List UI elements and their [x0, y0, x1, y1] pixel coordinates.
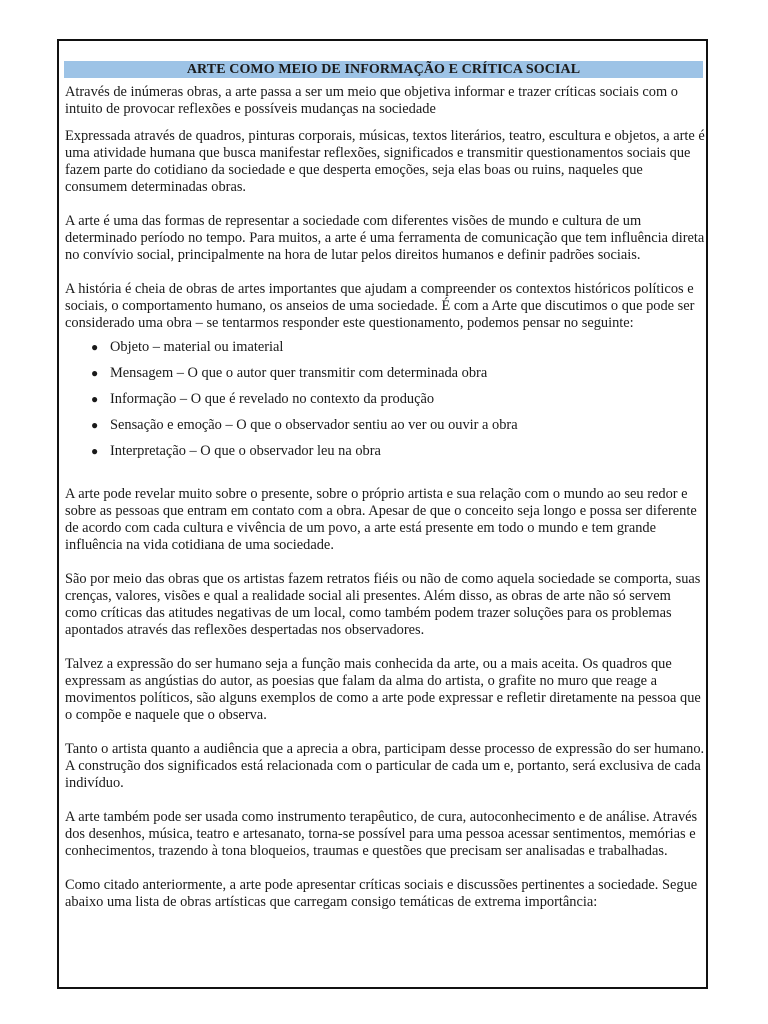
paragraph-therapy: A arte também pode ser usada como instrumento terapêutico, de cura, autoconhecimento e de análise. Através dos desenhos, música, teatro e artesanato, torna-se possível para uma pessoa acessar sentimentos, memórias e conhecimentos, trazendo à tona bloqueios, traumas e questões que precisam ser analisadas e trabalhadas. [65, 809, 698, 859]
bullet-icon: ● [91, 392, 99, 406]
intro-paragraph: Através de inúmeras obras, a arte passa a ser um meio que objetiva informar e trazer críticas sociais com o intuito de provocar reflexões e possíveis mudanças na sociedade [65, 84, 678, 117]
paragraph-present: A arte pode revelar muito sobre o presente, sobre o próprio artista e sua relação com o mundo ao seu redor e sobre as pessoas que entram em contato com a obra. Apesar de que o conceito seja longo e possa ser diferente de acordo com cada cultura e vivência de um povo, a arte está presente em todo o mundo e tem grande influência na vida cotidiana de uma sociedade. [65, 486, 697, 553]
list-item-text: Mensagem – O que o autor quer transmitir com determinada obra [110, 365, 488, 381]
list-item-text: Interpretação – O que o observador leu na obra [110, 443, 381, 459]
paragraph-closing: Como citado anteriormente, a arte pode apresentar críticas sociais e discussões pertinentes a sociedade. Segue abaixo uma lista de obras artísticas que carregam consigo temáticas de extrema importância: [65, 877, 698, 910]
bullet-icon: ● [91, 444, 99, 458]
paragraph-expression-human: Talvez a expressão do ser humano seja a função mais conhecida da arte, ou a mais aceita. Os quadros que expressam as angústias do autor, as poesias que falam da alma do artista, o grafite no muro que reage a movimentos políticos, são alguns exemplos de como a arte pode expressar e refletir diretamente na pessoa que o compõe e naquele que o observa. [65, 656, 701, 723]
list-item [65, 417, 705, 443]
paragraph-audience: Tanto o artista quanto a audiência que a aprecia a obra, participam desse processo de expressão do ser humano. A construção dos significados está relacionada com o particular de cada um e, portanto, será exclusiva de cada indivíduo. [65, 741, 705, 791]
paragraph-representation: A arte é uma das formas de representar a sociedade com diferentes visões de mundo e cultura de um determinado período no tempo. Para muitos, a arte é uma ferramenta de comunicação que tem influência direta no convívio social, principalmente na hora de lutar pelos direitos humanos e definir padrões sociais. [65, 213, 705, 263]
list-item [65, 339, 705, 365]
bullet-icon: ● [91, 366, 99, 380]
bullet-icon: ● [91, 340, 99, 354]
bullet-list [65, 339, 705, 469]
bullet-icon: ● [91, 418, 99, 432]
document-body [65, 84, 705, 911]
paragraph-expression: Expressada através de quadros, pinturas corporais, músicas, textos literários, teatro, escultura e objetos, a arte é uma atividade humana que busca manifestar reflexões, significados e transmitir questionamentos sociais que fazem parte do cotidiano da sociedade e que desperta emoções, seja elas boas ou ruins, naqueles que consumem determinadas obras. [65, 128, 705, 195]
list-item-text: Sensação e emoção – O que o observador sentiu ao ver ou ouvir a obra [110, 417, 518, 433]
document-title: ARTE COMO MEIO DE INFORMAÇÃO E CRÍTICA SOCIAL [64, 61, 703, 78]
list-item [65, 391, 705, 417]
list-item-text: Objeto – material ou imaterial [110, 339, 284, 355]
paragraph-history: A história é cheia de obras de artes importantes que ajudam a compreender os contextos históricos políticos e sociais, o comportamento humano, os anseios de uma sociedade. É com a Arte que discutimos o que pode ser considerado uma obra – se tentarmos responder este questionamento, podemos pensar no seguinte: [65, 281, 695, 331]
list-item-text: Informação – O que é revelado no contexto da produção [110, 391, 435, 407]
paragraph-portraits: São por meio das obras que os artistas fazem retratos fiéis ou não de como aquela sociedade se comporta, suas crenças, valores, visões e qual a realidade social ali presentes. Além disso, as obras de arte não só servem como críticas das atitudes negativas de um local, como também podem trazer soluções para os problemas apontados através das reflexões despertadas nos observadores. [65, 571, 701, 638]
list-item [65, 443, 705, 469]
list-item [65, 365, 705, 391]
